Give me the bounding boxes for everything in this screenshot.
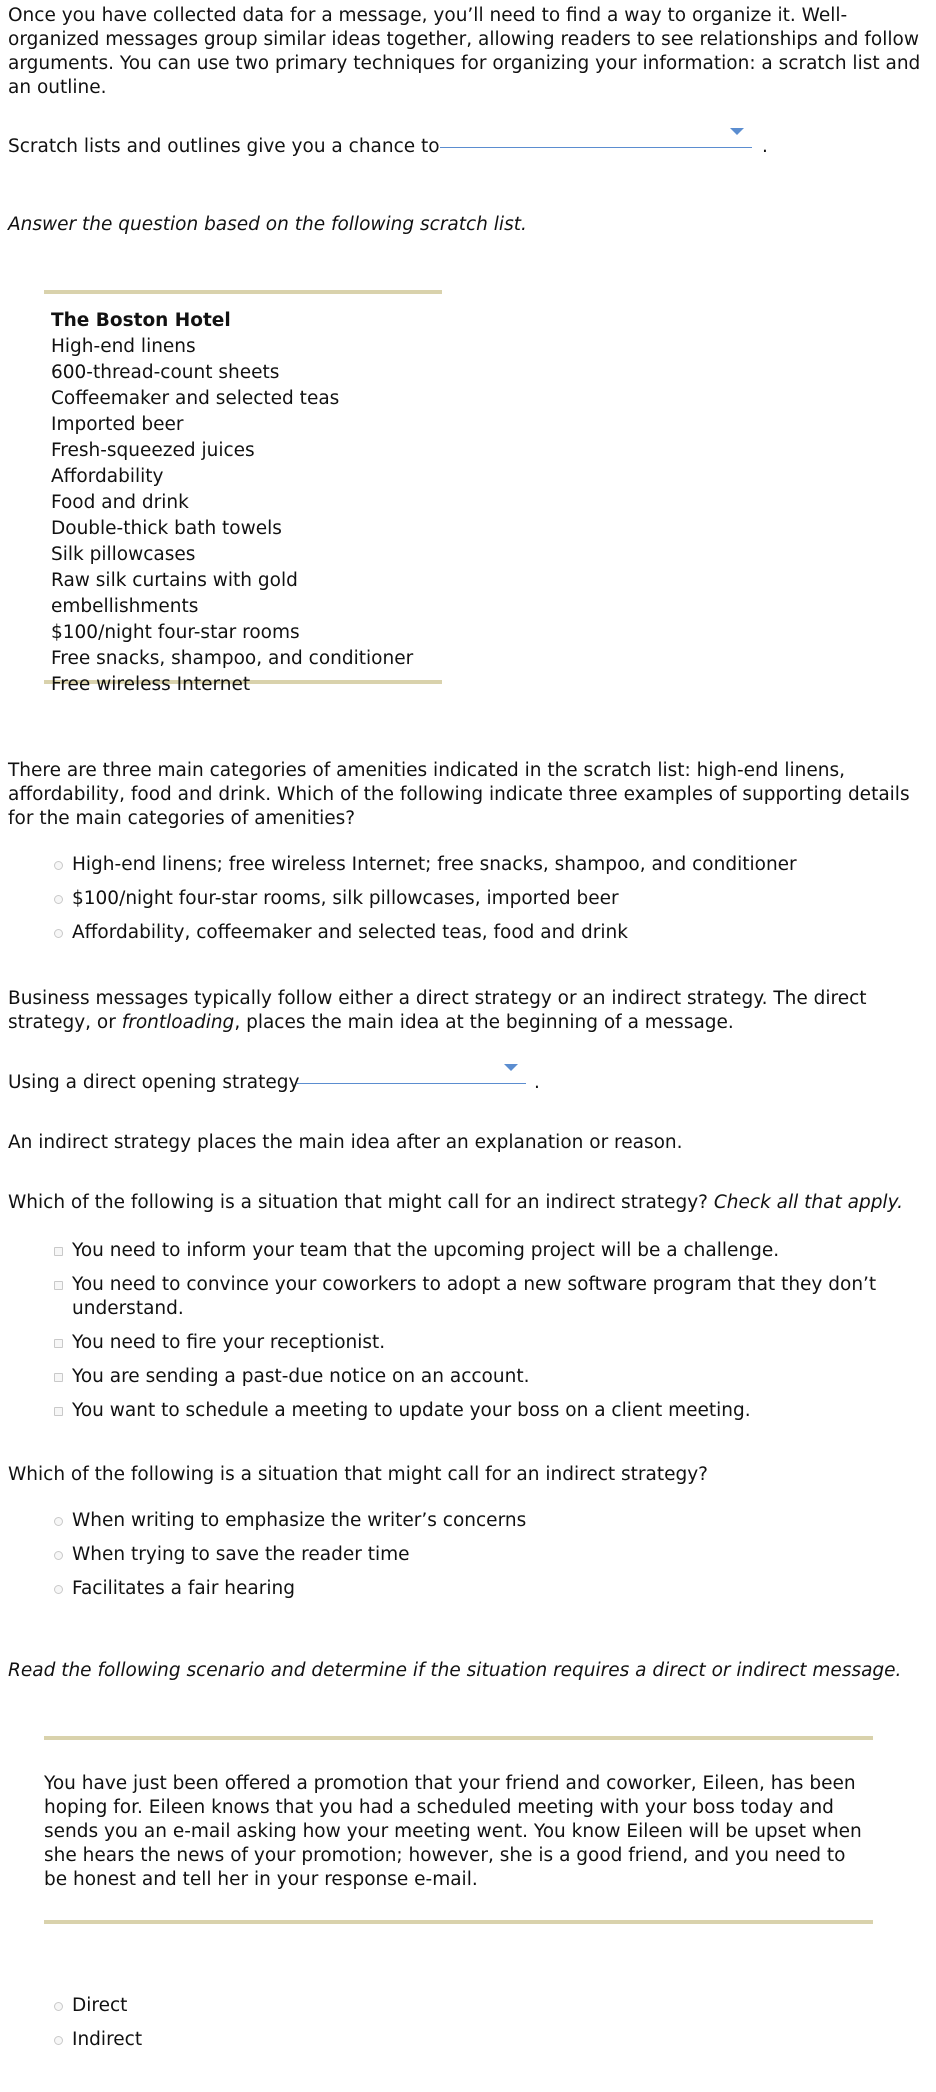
- option-label: You need to fire your receptionist.: [72, 1332, 386, 1353]
- option-label: $100/night four-star rooms, silk pillowcases, imported beer: [72, 888, 619, 909]
- radio-button[interactable]: [54, 2002, 63, 2011]
- strategy-intro-text: , places the main idea at the beginning of a message.: [234, 1012, 734, 1033]
- q4-instruction: Check all that apply.: [713, 1192, 903, 1213]
- list-item: High-end linens: [51, 336, 196, 357]
- list-item: Imported beer: [51, 414, 184, 435]
- q3-period: .: [534, 1072, 540, 1093]
- option-label: High-end linens; free wireless Internet; free snacks, shampoo, and conditioner: [72, 854, 797, 875]
- scenario-box: [44, 1736, 873, 1924]
- scratch-instruction: Answer the question based on the following scratch list.: [8, 214, 527, 235]
- scratch-list-title: The Boston Hotel: [51, 310, 231, 331]
- q3-dropdown[interactable]: [297, 1057, 526, 1084]
- strategy-intro: [8, 987, 926, 1035]
- radio-button[interactable]: [54, 1517, 63, 1526]
- q4-option[interactable]: [72, 1239, 916, 1263]
- scenario-text: You have just been offered a promotion that your friend and coworker, Eileen, has been hoping for. Eileen knows that you had a scheduled meeting with your boss today and sends you an e-mail asking how your meeting went. You know Eileen will be upset when she hears the news of your promotion; however, she is a good friend, and you need to be honest and tell her in your response e-mail.: [44, 1773, 862, 1890]
- list-item: $100/night four-star rooms: [51, 622, 300, 643]
- checkbox[interactable]: [54, 1373, 63, 1382]
- q6-option-indirect[interactable]: [72, 2028, 916, 2052]
- q4-option[interactable]: [72, 1273, 916, 1321]
- q4-option[interactable]: [72, 1331, 916, 1355]
- intro-paragraph: Once you have collected data for a message, you’ll need to find a way to organize it. Well-organized messages group similar ideas together, allowing readers to see relationships and follow arguments. You can use two primary techniques for organizing your information: a scratch list and an outline.: [8, 5, 921, 98]
- q3-prompt: Using a direct opening strategy: [8, 1072, 300, 1093]
- q5-prompt: Which of the following is a situation that might call for an indirect strategy?: [8, 1464, 708, 1485]
- option-label: Direct: [72, 1995, 128, 2016]
- option-label: You need to inform your team that the upcoming project will be a challenge.: [72, 1240, 780, 1261]
- q5-option[interactable]: [72, 1543, 916, 1567]
- scratch-list-box: [44, 290, 442, 695]
- checkbox[interactable]: [54, 1407, 63, 1416]
- q4-option[interactable]: [72, 1399, 916, 1423]
- list-item: Free snacks, shampoo, and conditioner: [51, 648, 414, 669]
- q2-prompt: There are three main categories of amenities indicated in the scratch list: high-end linens, affordability, food and drink. Which of the following indicate three examples of supporting details for the main categories of amenities?: [8, 760, 910, 829]
- option-label: Affordability, coffeemaker and selected teas, food and drink: [72, 922, 628, 943]
- q1-period: .: [762, 136, 768, 157]
- checkbox[interactable]: [54, 1281, 63, 1290]
- scenario-instruction: Read the following scenario and determine if the situation requires a direct or indirect message.: [8, 1660, 902, 1681]
- indirect-note: An indirect strategy places the main idea after an explanation or reason.: [8, 1132, 683, 1153]
- q4-prompt-text: Which of the following is a situation that might call for an indirect strategy?: [8, 1192, 708, 1213]
- option-label: When writing to emphasize the writer’s concerns: [72, 1510, 527, 1531]
- radio-button[interactable]: [54, 1551, 63, 1560]
- radio-button[interactable]: [54, 861, 63, 870]
- q4-option[interactable]: [72, 1365, 916, 1389]
- option-label: When trying to save the reader time: [72, 1544, 410, 1565]
- radio-button[interactable]: [54, 929, 63, 938]
- radio-button[interactable]: [54, 2036, 63, 2045]
- q2-option[interactable]: [72, 921, 916, 945]
- q6-option-direct[interactable]: [72, 1994, 916, 2018]
- chevron-down-icon: [504, 1064, 518, 1071]
- q5-option[interactable]: [72, 1509, 916, 1533]
- q1-dropdown[interactable]: [440, 121, 752, 148]
- checkbox[interactable]: [54, 1247, 63, 1256]
- q2-option[interactable]: [72, 887, 916, 911]
- list-item: Double-thick bath towels: [51, 518, 282, 539]
- q2-option[interactable]: [72, 853, 916, 877]
- frontloading-term: frontloading: [121, 1012, 235, 1033]
- checkbox[interactable]: [54, 1339, 63, 1348]
- list-item: Fresh-squeezed juices: [51, 440, 255, 461]
- list-item: Free wireless Internet: [51, 674, 251, 695]
- q4-prompt: [8, 1191, 926, 1215]
- list-item: Coffeemaker and selected teas: [51, 388, 340, 409]
- option-label: You need to convince your coworkers to adopt a new software program that they don’t understand.: [72, 1274, 877, 1319]
- option-label: You want to schedule a meeting to update your boss on a client meeting.: [72, 1400, 751, 1421]
- strategy-intro-text: Business messages typically follow either a direct strategy or an indirect strategy. The direct strategy, or: [8, 988, 867, 1033]
- q1-prompt: Scratch lists and outlines give you a chance to: [8, 136, 440, 157]
- list-item: 600-thread-count sheets: [51, 362, 280, 383]
- radio-button[interactable]: [54, 895, 63, 904]
- list-item: Silk pillowcases: [51, 544, 196, 565]
- chevron-down-icon: [730, 128, 744, 135]
- option-label: Facilitates a fair hearing: [72, 1578, 295, 1599]
- option-label: Indirect: [72, 2029, 143, 2050]
- list-item: Food and drink: [51, 492, 189, 513]
- q5-option[interactable]: [72, 1577, 916, 1601]
- list-item: Raw silk curtains with gold embellishments: [51, 570, 298, 617]
- option-label: You are sending a past-due notice on an account.: [72, 1366, 530, 1387]
- radio-button[interactable]: [54, 1585, 63, 1594]
- list-item: Affordability: [51, 466, 164, 487]
